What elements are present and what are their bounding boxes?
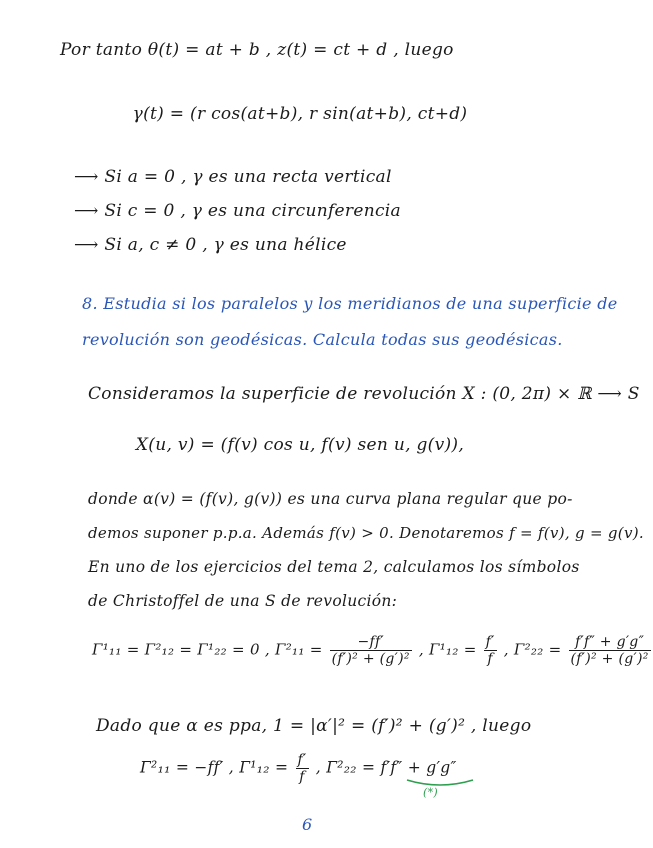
text-line-3: ⟶ Si a = 0 , γ es una recta vertical (74, 167, 392, 187)
fraction-1 (330, 634, 412, 667)
fraction-3 (569, 634, 651, 667)
fraction-2-denominator: f (487, 651, 493, 667)
text-line-13: de Christoffel de una S de revolución: (88, 592, 398, 610)
formula-part-a: Γ¹₁₁ = Γ²₁₂ = Γ¹₂₂ = 0 , Γ²₁₁ = (92, 640, 323, 659)
simplified-part-b: , Γ²₂₂ = f′f″ + g′g″ (315, 758, 457, 777)
exercise-heading-line-2: revolución son geodésicas. Calcula todas sus geodésicas. (82, 330, 563, 349)
fraction-4-numerator: f′ (297, 752, 307, 768)
text-line-8: Consideramos la superficie de revolución X : (0, 2π) × ℝ ⟶ S (88, 384, 640, 404)
fraction-4-denominator: f (299, 769, 305, 785)
formula-part-b: , Γ¹₁₂ = (418, 640, 477, 659)
text-line-4: ⟶ Si c = 0 , γ es una circunferencia (74, 201, 401, 221)
christoffel-formula-row (92, 634, 653, 667)
text-line-5: ⟶ Si a, c ≠ 0 , γ es una hélice (74, 235, 347, 255)
page-number: 6 (302, 815, 313, 834)
text-line-11: demos suponer p.p.a. Además f(v) > 0. Denotaremos f = f(v), g = g(v). (88, 524, 644, 542)
asterisk-mark: (*) (423, 786, 438, 799)
text-line-15: Dado que α es ppa, 1 = |α′|² = (f′)² + (g′)² , luego (96, 716, 532, 736)
exercise-heading-line-1: 8. Estudia si los paralelos y los meridianos de una superficie de (82, 294, 618, 313)
fraction-3-denominator: (f′)² + (g′)² (570, 651, 649, 667)
fraction-2-numerator: f′ (485, 634, 495, 650)
fraction-4 (296, 752, 309, 785)
text-line-9: X(u, v) = (f(v) cos u, f(v) sen u, g(v)), (135, 435, 465, 455)
text-line-10: donde α(v) = (f(v), g(v)) es una curva plana regular que po- (88, 490, 573, 508)
fraction-1-numerator: −ff′ (330, 634, 412, 651)
fraction-3-numerator: f′f″ + g′g″ (569, 634, 651, 651)
simplified-part-a: Γ²₁₁ = −ff′ , Γ¹₁₂ = (140, 758, 289, 777)
fraction-2 (484, 634, 497, 667)
green-underline-brace (405, 778, 475, 788)
text-line-1: Por tanto θ(t) = at + b , z(t) = ct + d , luego (60, 40, 454, 60)
text-line-2: γ(t) = (r cos(at+b), r sin(at+b), ct+d) (132, 104, 468, 124)
fraction-1-denominator: (f′)² + (g′)² (331, 651, 410, 667)
formula-part-c: , Γ²₂₂ = (503, 640, 562, 659)
text-line-12: En uno de los ejercicios del tema 2, calculamos los símbolos (88, 558, 580, 576)
